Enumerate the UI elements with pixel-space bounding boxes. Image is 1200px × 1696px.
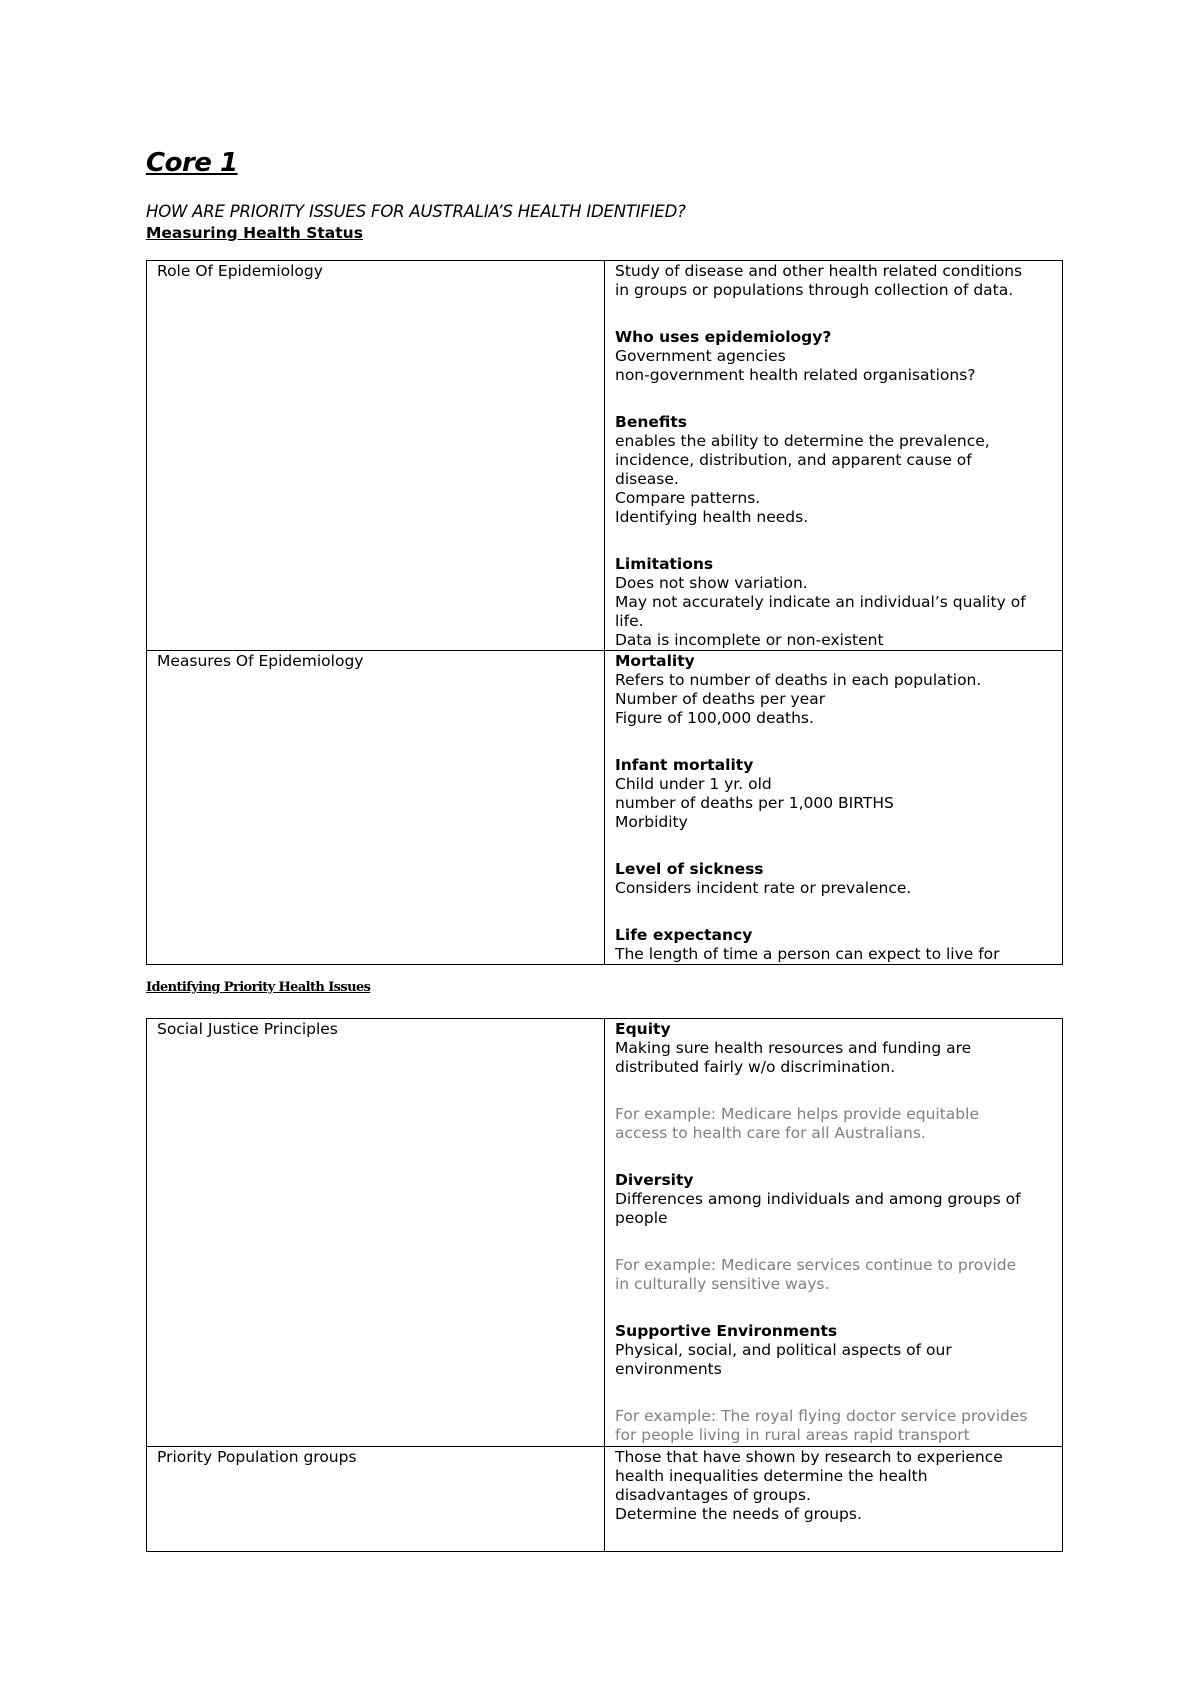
text-line: health inequalities determine the health — [615, 1467, 928, 1485]
subheading: Limitations — [615, 555, 714, 573]
row-content — [605, 1447, 1063, 1552]
text-line: disadvantages of groups. — [615, 1486, 811, 1504]
text-line: Morbidity — [615, 813, 688, 831]
subheading: Mortality — [615, 652, 695, 670]
example-line: For example: Medicare services continue to provide — [615, 1256, 1017, 1274]
row-label: Role Of Epidemiology — [147, 261, 605, 651]
text-line: Physical, social, and political aspects of our — [615, 1341, 952, 1359]
row-label: Measures Of Epidemiology — [147, 651, 605, 965]
row-content — [605, 651, 1063, 965]
text-line: Child under 1 yr. old — [615, 775, 772, 793]
section-heading-measuring: Measuring Health Status — [146, 224, 363, 242]
priority-issues-table — [146, 1018, 1063, 1552]
main-question: HOW ARE PRIORITY ISSUES FOR AUSTRALIA’S HEALTH IDENTIFIED? — [146, 202, 686, 221]
table-row — [147, 651, 1063, 965]
text-line: environments — [615, 1360, 722, 1378]
measuring-health-table — [146, 260, 1063, 965]
text-line: disease. — [615, 470, 679, 488]
subheading: Infant mortality — [615, 756, 754, 774]
row-label: Priority Population groups — [147, 1447, 605, 1552]
text-line: Making sure health resources and funding are — [615, 1039, 972, 1057]
example-line: For example: Medicare helps provide equitable — [615, 1105, 979, 1123]
example-line: access to health care for all Australians. — [615, 1124, 926, 1142]
example-line: for people living in rural areas rapid transport — [615, 1426, 970, 1444]
subheading: Life expectancy — [615, 926, 753, 944]
text-line: Determine the needs of groups. — [615, 1505, 862, 1523]
text-line: Considers incident rate or prevalence. — [615, 879, 912, 897]
text-line: Study of disease and other health related conditions — [615, 262, 1023, 280]
text-line: Identifying health needs. — [615, 508, 809, 526]
table-row — [147, 261, 1063, 651]
text-line: Those that have shown by research to experience — [615, 1448, 1003, 1466]
subheading: Diversity — [615, 1171, 694, 1189]
text-line: Figure of 100,000 deaths. — [615, 709, 814, 727]
text-line: incidence, distribution, and apparent cause of — [615, 451, 972, 469]
text-line: Compare patterns. — [615, 489, 761, 507]
text-line: life. — [615, 612, 644, 630]
text-line: The length of time a person can expect to live for — [615, 945, 1000, 963]
text-line: May not accurately indicate an individual’s quality of — [615, 593, 1026, 611]
example-line: in culturally sensitive ways. — [615, 1275, 830, 1293]
table-row — [147, 1019, 1063, 1447]
subheading: Who uses epidemiology? — [615, 328, 832, 346]
subheading: Level of sickness — [615, 860, 764, 878]
subheading: Equity — [615, 1020, 671, 1038]
text-line: Differences among individuals and among groups of — [615, 1190, 1021, 1208]
example-line: For example: The royal flying doctor service provides — [615, 1407, 1028, 1425]
text-line: number of deaths per 1,000 BIRTHS — [615, 794, 894, 812]
text-line: Government agencies — [615, 347, 786, 365]
text-line: Refers to number of deaths in each population. — [615, 671, 982, 689]
text-line: distributed fairly w/o discrimination. — [615, 1058, 896, 1076]
text-line: enables the ability to determine the prevalence, — [615, 432, 990, 450]
core-title: Core 1 — [146, 148, 238, 178]
text-line: Data is incomplete or non-existent — [615, 631, 884, 649]
subheading: Benefits — [615, 413, 687, 431]
text-line: Does not show variation. — [615, 574, 808, 592]
subheading: Supportive Environments — [615, 1322, 838, 1340]
text-line: non-government health related organisations? — [615, 366, 976, 384]
text-line: in groups or populations through collection of data. — [615, 281, 1014, 299]
row-content — [605, 1019, 1063, 1447]
text-line: Number of deaths per year — [615, 690, 826, 708]
text-line: people — [615, 1209, 668, 1227]
table-row — [147, 1447, 1063, 1552]
section-heading-priority: Identifying Priority Health Issues — [146, 980, 371, 995]
row-label: Social Justice Principles — [147, 1019, 605, 1447]
row-content — [605, 261, 1063, 651]
